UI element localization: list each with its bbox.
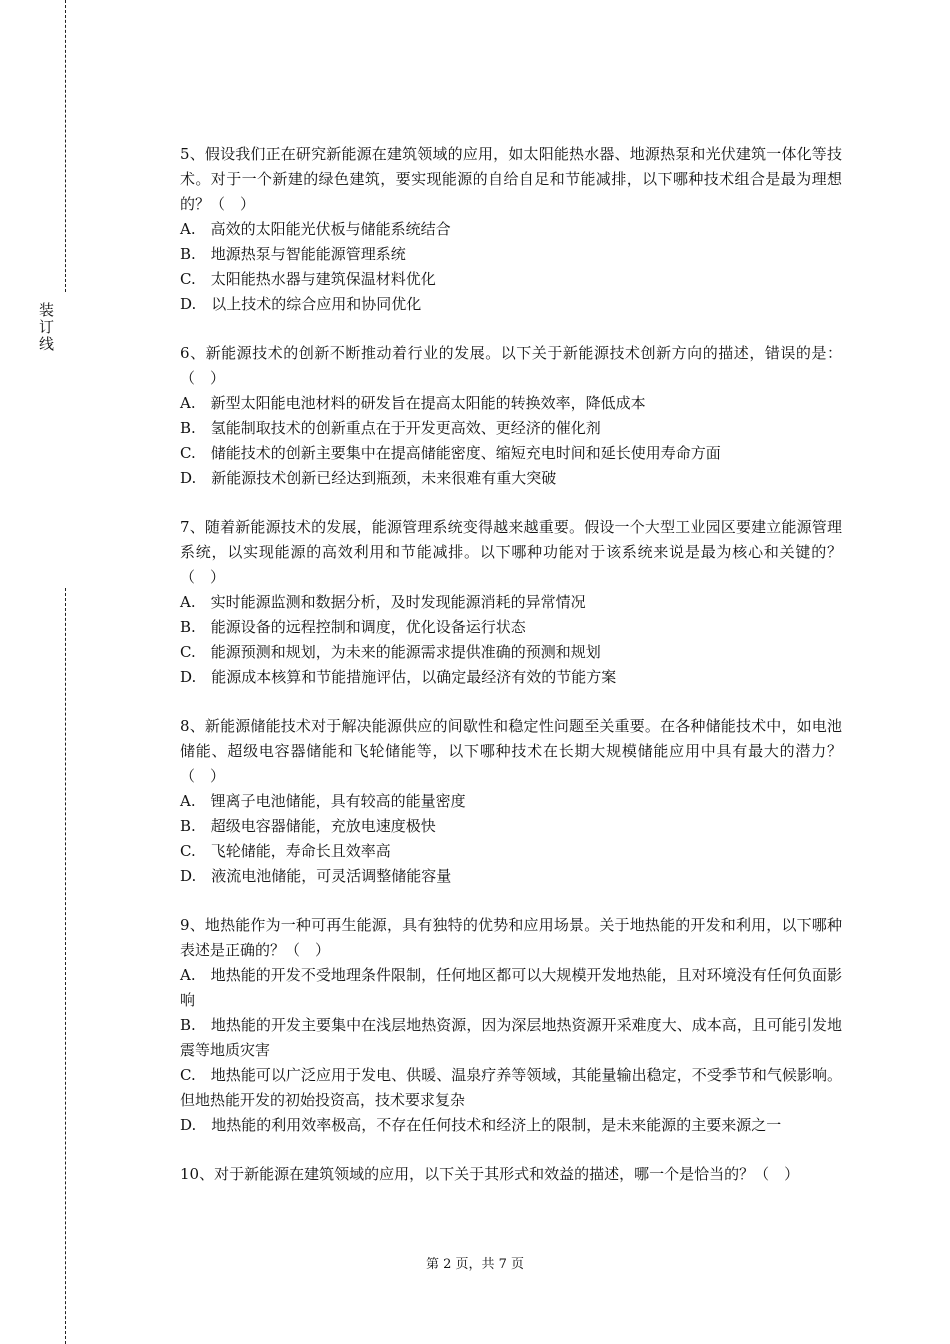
question-9 [180,913,842,1138]
question-stem: 8、新能源储能技术对于解决能源供应的间歇性和稳定性问题至关重要。在各种储能技术中，如电池储能、超级电容器储能和飞轮储能等，以下哪种技术在长期大规模储能应用中具有最大的潜力？（ ） [180,717,842,785]
option-c: C. 飞轮储能，寿命长且效率高 [180,842,391,860]
option-c: C. 储能技术的创新主要集中在提高储能密度、缩短充电时间和延长使用寿命方面 [180,444,721,462]
binding-line-bottom [65,588,66,1344]
question-stem: 6、新能源技术的创新不断推动着行业的发展。以下关于新能源技术创新方向的描述，错误的是：（ ） [180,344,842,387]
option-b: B. 超级电容器储能，充放电速度极快 [180,817,436,835]
option-b: B. 能源设备的远程控制和调度，优化设备运行状态 [180,618,526,636]
question-6 [180,341,842,491]
question-10 [180,1162,842,1187]
binding-label: 装订线 [37,302,55,353]
option-a: A. 实时能源监测和数据分析，及时发现能源消耗的异常情况 [180,593,586,611]
question-7 [180,515,842,690]
option-c: C. 地热能可以广泛应用于发电、供暖、温泉疗养等领域，其能量输出稳定，不受季节和气候影响。但地热能开发的初始投资高，技术要求复杂 [180,1066,842,1109]
option-d: D. 能源成本核算和节能措施评估，以确定最经济有效的节能方案 [180,668,617,686]
binding-line-top [65,0,66,292]
page-number: 第 2 页，共 7 页 [425,1257,525,1272]
option-a: A. 锂离子电池储能，具有较高的能量密度 [180,792,466,810]
question-list [180,142,842,1211]
option-b: B. 氢能制取技术的创新重点在于开发更高效、更经济的催化剂 [180,419,601,437]
question-stem: 10、对于新能源在建筑领域的应用，以下关于其形式和效益的描述，哪一个是恰当的？（ ） [180,1165,800,1183]
option-a: A. 地热能的开发不受地理条件限制，任何地区都可以大规模开发地热能，且对环境没有任何负面影响 [180,966,842,1009]
question-stem: 7、随着新能源技术的发展，能源管理系统变得越来越重要。假设一个大型工业园区要建立能源管理系统，以实现能源的高效利用和节能减排。以下哪种功能对于该系统来说是最为核心和关键的？（ ） [180,518,842,586]
question-stem: 5、假设我们正在研究新能源在建筑领域的应用，如太阳能热水器、地源热泵和光伏建筑一体化等技术。对于一个新建的绿色建筑，要实现能源的自给自足和节能减排，以下哪种技术组合是最为理想的？（ ） [180,145,842,213]
option-c: C. 太阳能热水器与建筑保温材料优化 [180,270,436,288]
option-a: A. 高效的太阳能光伏板与储能系统结合 [180,220,451,238]
option-d: D. 液流电池储能，可灵活调整储能容量 [180,867,452,885]
option-d: D. 地热能的利用效率极高，不存在任何技术和经济上的限制，是未来能源的主要来源之一 [180,1116,782,1134]
question-5 [180,142,842,317]
question-stem: 9、地热能作为一种可再生能源，具有独特的优势和应用场景。关于地热能的开发和利用，以下哪种表述是正确的？（ ） [180,916,842,959]
option-b: B. 地源热泵与智能能源管理系统 [180,245,406,263]
option-d: D. 以上技术的综合应用和协同优化 [180,295,422,313]
option-c: C. 能源预测和规划，为未来的能源需求提供准确的预测和规划 [180,643,601,661]
option-b: B. 地热能的开发主要集中在浅层地热资源，因为深层地热资源开采难度大、成本高，且可能引发地震等地质灾害 [180,1016,842,1059]
question-8 [180,714,842,889]
option-d: D. 新能源技术创新已经达到瓶颈，未来很难有重大突破 [180,469,557,487]
option-a: A. 新型太阳能电池材料的研发旨在提高太阳能的转换效率，降低成本 [180,394,646,412]
